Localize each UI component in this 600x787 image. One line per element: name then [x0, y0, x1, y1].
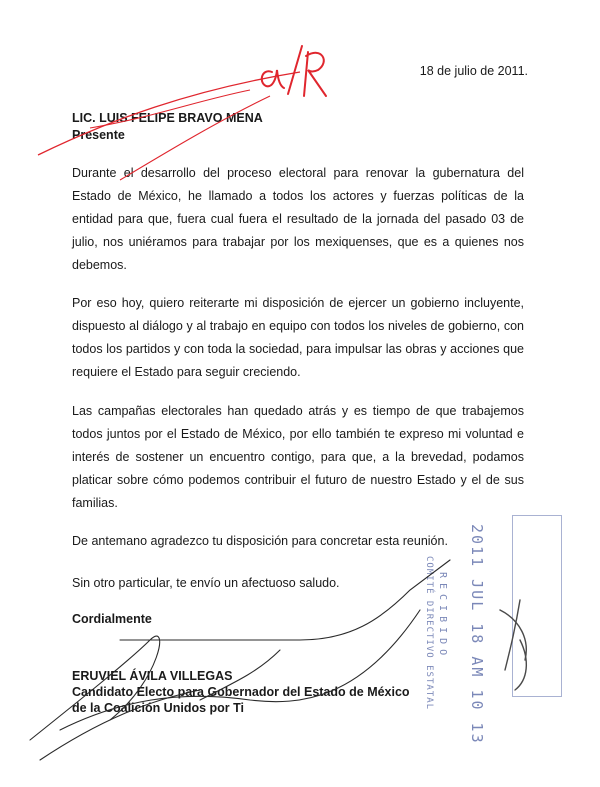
signatory-title: Candidato Electo para Gobernador del Estado de México	[72, 685, 410, 699]
recipient-block	[72, 110, 263, 144]
reception-stamp-office: COMITÉ DIRECTIVO ESTATAL	[424, 556, 434, 711]
body-paragraph-1: Durante el desarrollo del proceso electoral para renovar la gubernatura del Estado de México, he llamado a todos los actores y fuerzas políticas de la entidad para que, fuera cual fuera el resultado de la jornada del pasado 03 de julio, nos uniéramos para trabajar por los mexiquenses, que es a quienes nos debemos.	[72, 166, 524, 272]
body-paragraph-3: Las campañas electorales han quedado atrás y es tiempo de que trabajemos todos juntos por el Estado de México, por ello también te expreso mi voluntad e interés de sostener un encuentro contigo, para que, a la brevedad, podamos platicar sobre cómo podemos contribuir el futuro de nuestro Estado y el de sus familias.	[72, 404, 524, 510]
reception-stamp-date: 2011 JUL 18 AM 10 13	[468, 524, 486, 745]
closing: Cordialmente	[72, 612, 152, 626]
signature-block	[72, 668, 410, 716]
signatory-coalition: de la Coalición Unidos por Ti	[72, 701, 245, 715]
body-paragraph-5: Sin otro particular, te envío un afectuoso saludo.	[72, 576, 340, 590]
official-seal	[512, 515, 562, 697]
body-paragraph-4: De antemano agradezco tu disposición para concretar esta reunión.	[72, 534, 448, 548]
red-initials-mark	[262, 46, 326, 96]
reception-stamp-received: RECIBIDO	[437, 572, 448, 661]
letter-date: 18 de julio de 2011.	[419, 64, 528, 78]
recipient-name: LIC. LUIS FELIPE BRAVO MENA	[72, 111, 263, 125]
recipient-greeting: Presente	[72, 128, 125, 142]
signatory-name: ERUVIEL ÁVILA VILLEGAS	[72, 669, 233, 683]
body-paragraph-2: Por eso hoy, quiero reiterarte mi disposición de ejercer un gobierno incluyente, dispuesto al diálogo y al trabajo en equipo con todos los niveles de gobierno, con todos los partidos y con toda la sociedad, para impulsar las obras y acciones que requiere el Estado para seguir creciendo.	[72, 296, 524, 379]
